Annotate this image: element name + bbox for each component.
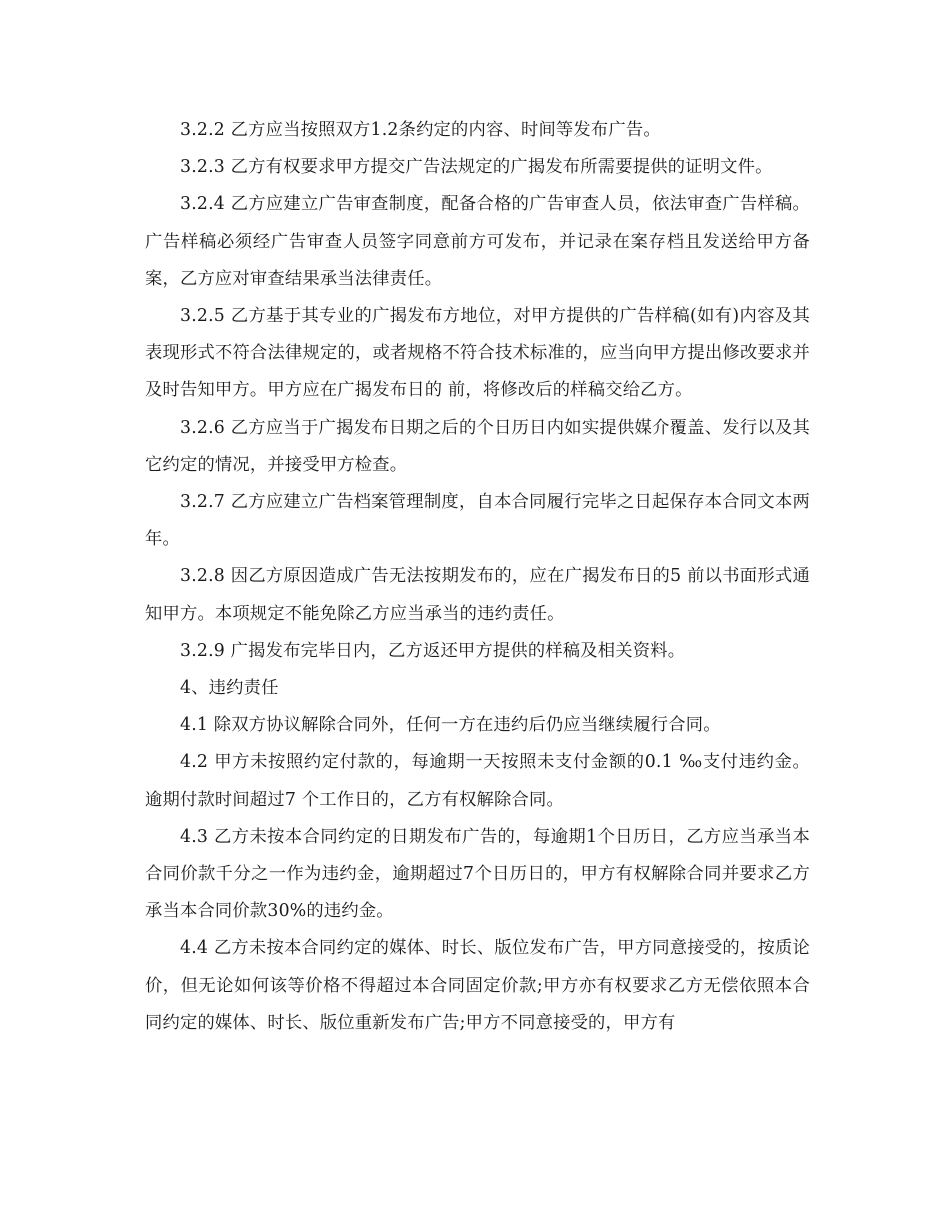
clause-3-2-9: 3.2.9 广揭发布完毕日内，乙方返还甲方提供的样稿及相关资料。 [180,640,686,661]
clause-3-2-7: 3.2.7 乙方应建立广告档案管理制度，自本合同履行完毕之日起保存本合同文本两年。 [145,492,810,550]
clause-4-4: 4.4 乙方未按本合同约定的媒体、时长、版位发布广告，甲方同意接受的，按质论价，但无论如何该等价格不得超过本合同固定价款;甲方亦有权要求乙方无偿依照本合同约定的媒体、时长、版位重新发布广告;甲方不同意接受的，甲方有 [145,938,810,1033]
clause-3-2-6: 3.2.6 乙方应当于广揭发布日期之后的个日历日内如实提供媒介覆盖、发行以及其它约定的情况，并接受甲方检查。 [145,417,810,475]
section-heading-liability: 4、违约责任 [180,678,279,699]
clause-3-2-8: 3.2.8 因乙方原因造成广告无法按期发布的，应在广揭发布日的5 前以书面形式通知甲方。本项规定不能免除乙方应当承当的违约责任。 [145,566,810,624]
clause-3-2-4: 3.2.4 乙方应建立广告审查制度，配备合格的广告审查人员，依法审查广告样稿。广告样稿必须经广告审查人员签字同意前方可发布，并记录在案存档且发送给甲方备案，乙方应对审查结果承当法律责任。 [145,194,810,289]
document-body [145,112,810,1042]
clause-3-2-3: 3.2.3 乙方有权要求甲方提交广告法规定的广揭发布所需要提供的证明文件。 [180,157,773,178]
clause-3-2-5: 3.2.5 乙方基于其专业的广揭发布方地位，对甲方提供的广告样稿(如有)内容及其表现形式不符合法律规定的，或者规格不符合技术标准的，应当向甲方提出修改要求并及时告知甲方。甲方应在广揭发布日的 前，将修改后的样稿交给乙方。 [145,306,810,401]
clause-3-2-2: 3.2.2 乙方应当按照双方1.2条约定的内容、时间等发布广告。 [180,120,661,140]
clause-4-1: 4.1 除双方协议解除合同外，任何一方在违约后仍应当继续履行合同。 [180,715,721,736]
clause-4-2: 4.2 甲方未按照约定付款的，每逾期一天按照未支付金额的0.1 ‰支付违约金。逾期付款时间超过7 个工作日的，乙方有权解除合同。 [145,752,810,810]
clause-4-3: 4.3 乙方未按本合同约定的日期发布广告的，每逾期1个日历日，乙方应当承当本合同价款千分之一作为违约金，逾期超过7个日历日的，甲方有权解除合同并要求乙方承当本合同价款30%的违约金。 [145,826,810,922]
